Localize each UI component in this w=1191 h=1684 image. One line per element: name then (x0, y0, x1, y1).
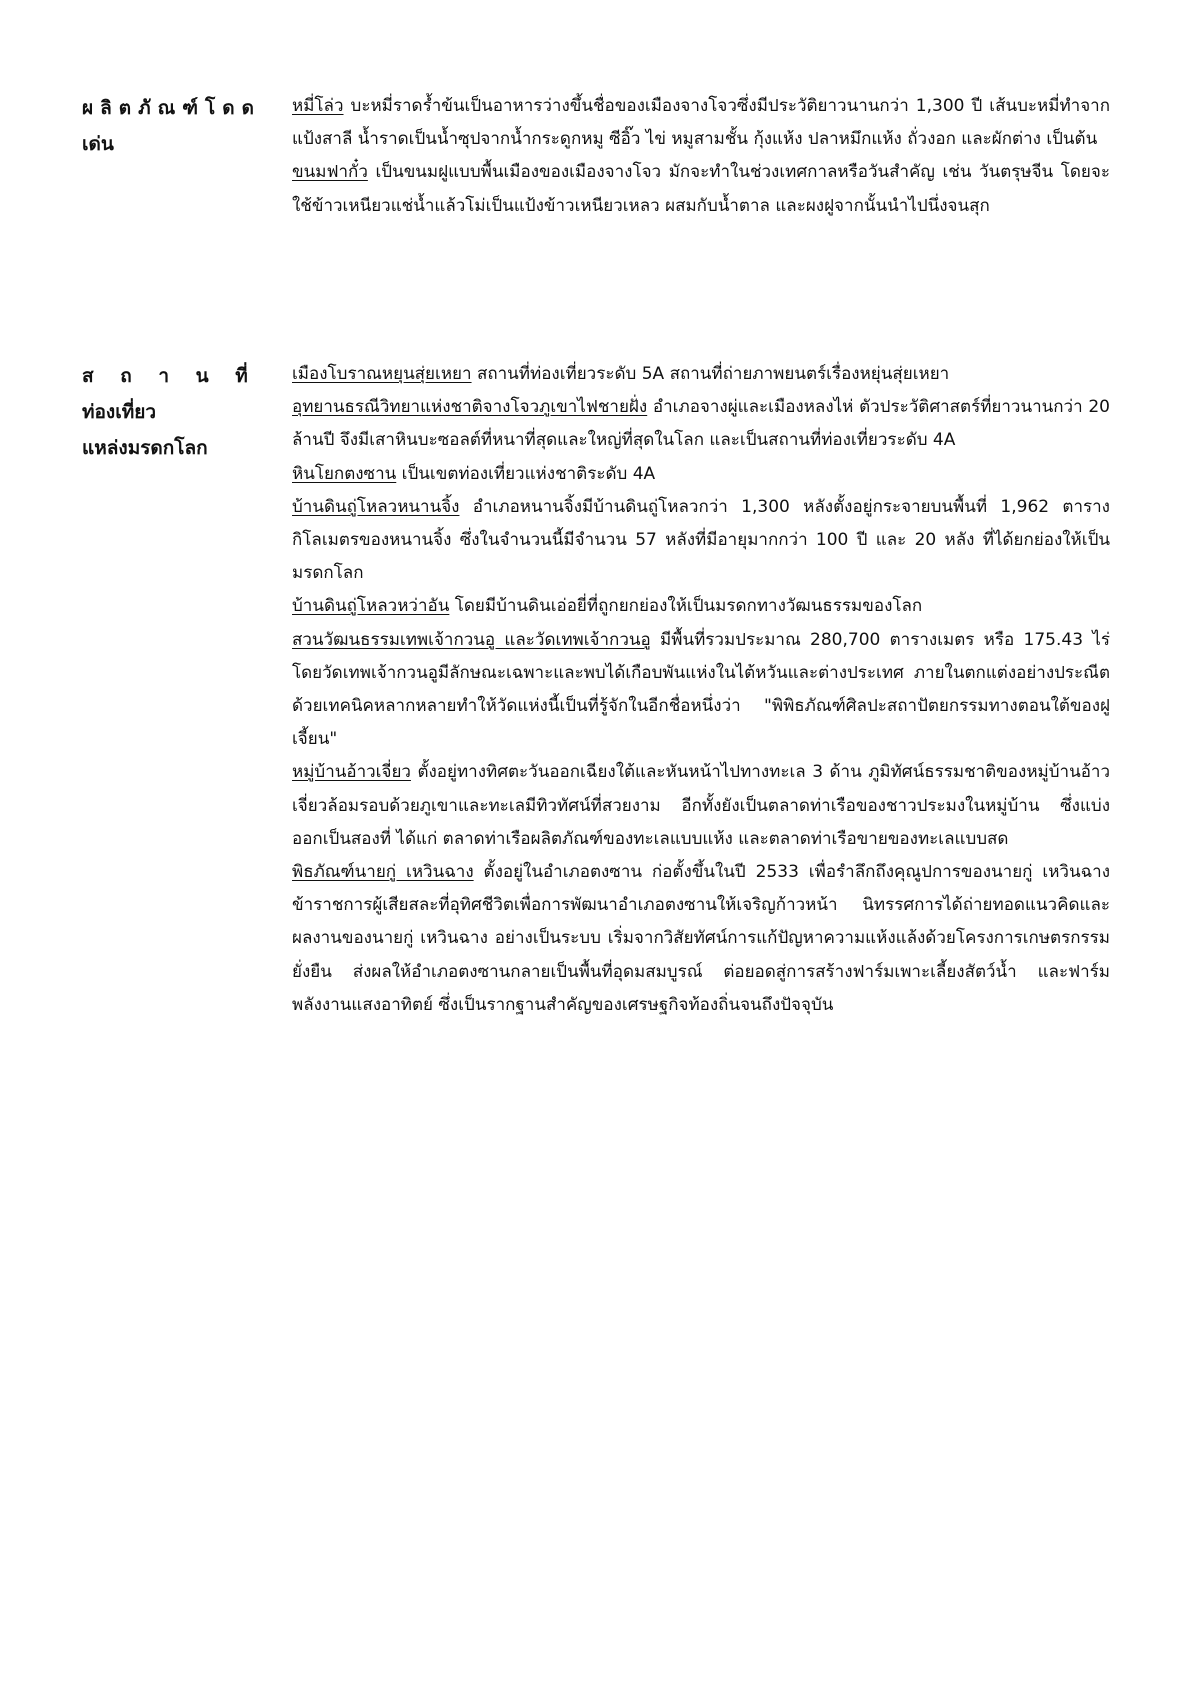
entry-text: เป็นเขตท่องเที่ยวแห่งชาติระดับ 4A (396, 463, 656, 484)
section-label-line: ผลิตภัณฑ์โดด (82, 97, 261, 119)
entry-term: บ้านดินถู่โหลวหว่าอัน (292, 596, 450, 617)
entry-text: อำเภอหนานจิ้งมีบ้านดินถู่โหลวกว่า 1,300 หลังตั้งอยู่กระจายบนพื้นที่ 1,962 ตารางกิโลเมตรของหนานจิ้ง ซึ่งในจำนวนนี้มีจำนวน 57 หลังที่มีอายุมากกว่า 100 ปี และ 20 หลัง ที่ได้ยกย่องให้เป็นมรดกโลก (292, 496, 1110, 584)
entry-term: บ้านดินถู่โหลวหนานจิ้ง (292, 496, 460, 517)
entry-term: หมู่บ้านอ้าวเจี่ยว (292, 762, 411, 783)
section-content (292, 358, 1110, 1022)
entry-paragraph (292, 391, 1110, 457)
section-content (292, 90, 1110, 223)
entry-term: สวนวัฒนธรรมเทพเจ้ากวนอู และวัดเทพเจ้ากวนอู (292, 629, 651, 650)
section-label-line: ส ถ า น ที่ (82, 365, 248, 387)
entry-paragraph (292, 756, 1110, 856)
section-label-line: เด่น (82, 133, 114, 155)
entry-paragraph (292, 90, 1110, 156)
section-label (82, 358, 262, 466)
entry-paragraph (292, 590, 1110, 623)
section-label-line: ท่องเที่ยว (82, 401, 157, 423)
entry-paragraph (292, 458, 1110, 491)
entry-term: อุทยานธรณีวิทยาแห่งชาติจางโจวภูเขาไฟชายฝั่ง (292, 397, 648, 418)
entry-paragraph (292, 856, 1110, 1022)
entry-paragraph (292, 358, 1110, 391)
entry-text: โดยมีบ้านดินเอ่อยี่ที่ถูกยกย่องให้เป็นมรดกทางวัฒนธรรมของโลก (449, 596, 923, 617)
entry-term: หมี่โล่ว (292, 96, 344, 116)
entry-term: เมืองโบราณหยุนสุ่ยเหยา (292, 364, 472, 384)
entry-paragraph (292, 624, 1110, 757)
section-label-line: แหล่งมรดกโลก (82, 437, 208, 459)
entry-term: หินโยกตงซาน (292, 463, 397, 484)
entry-text: ตั้งอยู่ในอำเภอตงซาน ก่อตั้งขึ้นในปี 2533 เพื่อรำลึกถึงคุณูปการของนายกู่ เหวินฉาง ข้าราชการผู้เสียสละที่อุทิศชีวิตเพื่อการพัฒนาอำเภอตงซานให้เจริญก้าวหน้า นิทรรศการได้ถ่ายทอดแนวคิดและผลงานของนายกู่ เหวินฉาง อย่างเป็นระบบ เริ่มจากวิสัยทัศน์การแก้ปัญหาความแห้งแล้งด้วยโครงการเกษตรกรรมยั่งยืน ส่งผลให้อำเภอตงซานกลายเป็นพื้นที่อุดมสมบูรณ์ ต่อยอดสู่การสร้างฟาร์มเพาะเลี้ยงสัตว์น้ำ และฟาร์มพลังงานแสงอาทิตย์ ซึ่งเป็นรากฐานสำคัญของเศรษฐกิจท้องถิ่นจนถึงปัจจุบัน (292, 862, 1110, 1015)
entry-term: ขนมฟากั๋ว (292, 162, 368, 183)
entry-term: พิธภัณฑ์นายกู่ เหวินฉาง (292, 862, 474, 883)
entry-text: บะหมี่ราดร้ำข้นเป็นอาหารว่างขึ้นชื่อของเมืองจางโจวซึ่งมีประวัติยาวนานกว่า 1,300 ปี เส้นบะหมี่ทำจากแป้งสาลี น้ำราดเป็นน้ำซุปจากน้ำกระดูกหมู ซีอิ๊ว ไข่ หมูสามชั้น กุ้งแห้ง ปลาหมึกแห้ง ถั่วงอก และผักต่าง เป็นต้น (292, 96, 1110, 150)
entry-text: อำเภอจางผู่และเมืองหลงไห่ ตัวประวัติศาสตร์ที่ยาวนานกว่า 20 ล้านปี จึงมีเสาหินบะซอลต์ที่หนาที่สุดและใหญ่ที่สุดในโลก และเป็นสถานที่ท่องเที่ยวระดับ 4A (292, 397, 1110, 451)
entry-text: สถานที่ท่องเที่ยวระดับ 5A สถานที่ถ่ายภาพยนตร์เรื่องหยุ่นสุ่ยเหยา (471, 364, 950, 384)
entry-text: เป็นขนมฝูแบบพื้นเมืองของเมืองจางโจว มักจะทำในช่วงเทศกาลหรือวันสำคัญ เช่น วันตรุษจีน โดยจะใช้ข้าวเหนียวแช่น้ำแล้วโม่เป็นแป้งข้าวเหนียวเหลว ผสมกับน้ำตาล และผงฝูจากนั้นนำไปนึ่งจนสุก (292, 162, 1110, 216)
entry-paragraph (292, 491, 1110, 591)
section-label (82, 90, 262, 162)
entry-paragraph (292, 156, 1110, 222)
entry-text: มีพื้นที่รวมประมาณ 280,700 ตารางเมตร หรือ 175.43 ไร่ โดยวัดเทพเจ้ากวนอูมีลักษณะเฉพาะและพบได้เกือบพันแห่งในไต้หวันและต่างประเทศ ภายในตกแต่งอย่างประณีตด้วยเทคนิคหลากหลายทำให้วัดแห่งนี้เป็นที่รู้จักในอีกชื่อหนึ่งว่า "พิพิธภัณฑ์ศิลปะสถาปัตยกรรมทางตอนใต้ของฝูเจี้ยน" (292, 629, 1111, 750)
entry-text: ตั้งอยู่ทางทิศตะวันออกเฉียงใต้และหันหน้าไปทางทะเล 3 ด้าน ภูมิทัศน์ธรรมชาติของหมู่บ้านอ้าวเจี่ยวล้อมรอบด้วยภูเขาและทะเลมีทิวทัศน์ที่สวยงาม อีกทั้งยังเป็นตลาดท่าเรือของชาวประมงในหมู่บ้าน ซึ่งแบ่งออกเป็นสองที่ ได้แก่ ตลาดท่าเรือผลิตภัณฑ์ของทะเลแบบแห้ง และตลาดท่าเรือขายของทะเลแบบสด (292, 762, 1110, 849)
